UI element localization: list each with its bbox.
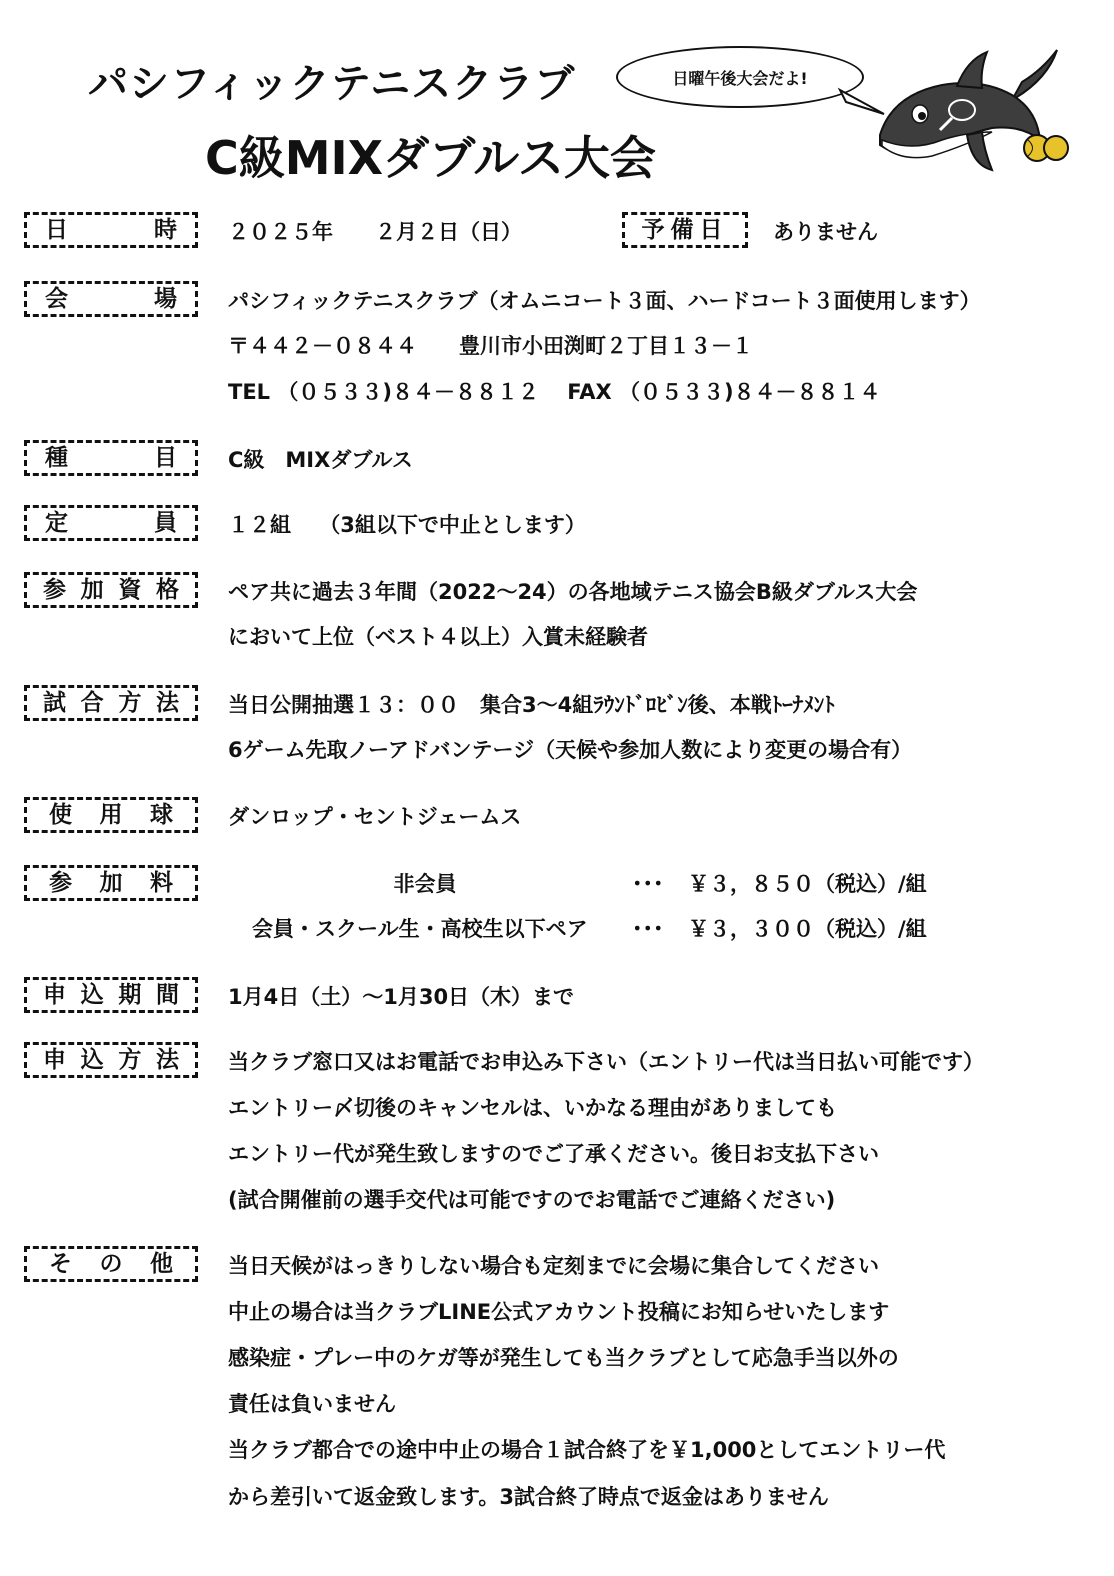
- method-line1: 当クラブ窓口又はお電話でお申込み下さい（エントリー代は当日払い可能です）: [228, 1050, 984, 1074]
- label-eligibility: 参 加 資 格: [24, 572, 198, 608]
- eligibility-line1: ペア共に過去３年間（2022～24）の各地域テニス協会B級ダブルス大会: [228, 580, 918, 604]
- label-format: 試 合 方 法: [24, 685, 198, 721]
- event-title: C級MIXダブルス大会: [205, 131, 656, 185]
- other-line3: 感染症・プレー中のケガ等が発生しても当クラブとして応急手当以外の: [228, 1346, 899, 1370]
- venue-address: 〒４４２－０８４４ 豊川市小田渕町２丁目１３－１: [228, 334, 753, 358]
- spare-day-value: ありません: [773, 220, 878, 244]
- other-line6: から差引いて返金致します。3試合終了時点で返金はありません: [228, 1485, 829, 1509]
- format-line1: 当日公開抽選１３：００ 集合3～4組ﾗｳﾝﾄﾞﾛﾋﾞﾝ後、本戦ﾄｰﾅﾒﾝﾄ: [228, 693, 835, 717]
- other-line2: 中止の場合は当クラブLINE公式アカウント投稿にお知らせいたします: [228, 1300, 890, 1324]
- club-name: パシフィックテニスクラブ: [88, 61, 576, 107]
- period-value: 1月4日（土）～1月30日（木）まで: [228, 985, 575, 1009]
- label-method: 申 込 方 法: [24, 1042, 198, 1078]
- label-other: そ の 他: [24, 1246, 198, 1282]
- fee-row-member-price: ￥３，３００（税込）/組: [688, 917, 927, 941]
- label-capacity: 定 員: [24, 505, 198, 541]
- speech-bubble: [616, 46, 864, 108]
- fee-row-nonmember-price: ￥３，８５０（税込）/組: [688, 872, 927, 896]
- method-line4: (試合開催前の選手交代は可能ですのでお電話でご連絡ください): [228, 1188, 836, 1212]
- capacity-value: １２組 （3組以下で中止とします）: [228, 513, 586, 537]
- dolphin-tennis-mascot-icon: [872, 40, 1072, 175]
- fee-row-member-dots: ･･･: [632, 917, 664, 941]
- format-line2: 6ゲーム先取ノーアドバンテージ（天候や参加人数により変更の場合有）: [228, 738, 913, 762]
- datetime-value: ２０２５年 ２月２日（日）: [228, 220, 522, 244]
- fee-row-member-name: 会員・スクール生・高校生以下ペア: [252, 917, 588, 941]
- method-line3: エントリー代が発生致しますのでご了承ください。後日お支払下さい: [228, 1142, 879, 1166]
- eligibility-line2: において上位（ベスト４以上）入賞未経験者: [228, 625, 648, 649]
- label-period: 申 込 期 間: [24, 977, 198, 1013]
- label-spare-day: 予備日: [622, 212, 748, 248]
- fee-row-nonmember-dots: ･･･: [632, 872, 664, 896]
- label-venue: 会 場: [24, 281, 198, 317]
- label-category: 種 目: [24, 440, 198, 476]
- ball-value: ダンロップ・セントジェームス: [228, 805, 522, 829]
- fee-row-nonmember-name: 非会員: [393, 872, 457, 896]
- label-fee: 参 加 料: [24, 865, 198, 901]
- method-line2: エントリー〆切後のキャンセルは、いかなる理由がありましても: [228, 1096, 837, 1120]
- other-line1: 当日天候がはっきりしない場合も定刻までに会場に集合してください: [228, 1254, 879, 1278]
- label-datetime: 日 時: [24, 212, 198, 248]
- category-value: C級 MIXダブルス: [228, 448, 413, 472]
- label-ball: 使 用 球: [24, 797, 198, 833]
- venue-phone-fax: TEL （０５３３)８４－８８１２ FAX （０５３３)８４－８８１４: [228, 380, 881, 404]
- bubble-text: 日曜午後大会だよ!: [672, 68, 808, 88]
- other-line5: 当クラブ都合での途中中止の場合１試合終了を￥1,000としてエントリー代: [228, 1438, 946, 1462]
- venue-line1: パシフィックテニスクラブ（オムニコート３面、ハードコート３面使用します）: [228, 289, 981, 313]
- other-line4: 責任は負いません: [228, 1392, 396, 1416]
